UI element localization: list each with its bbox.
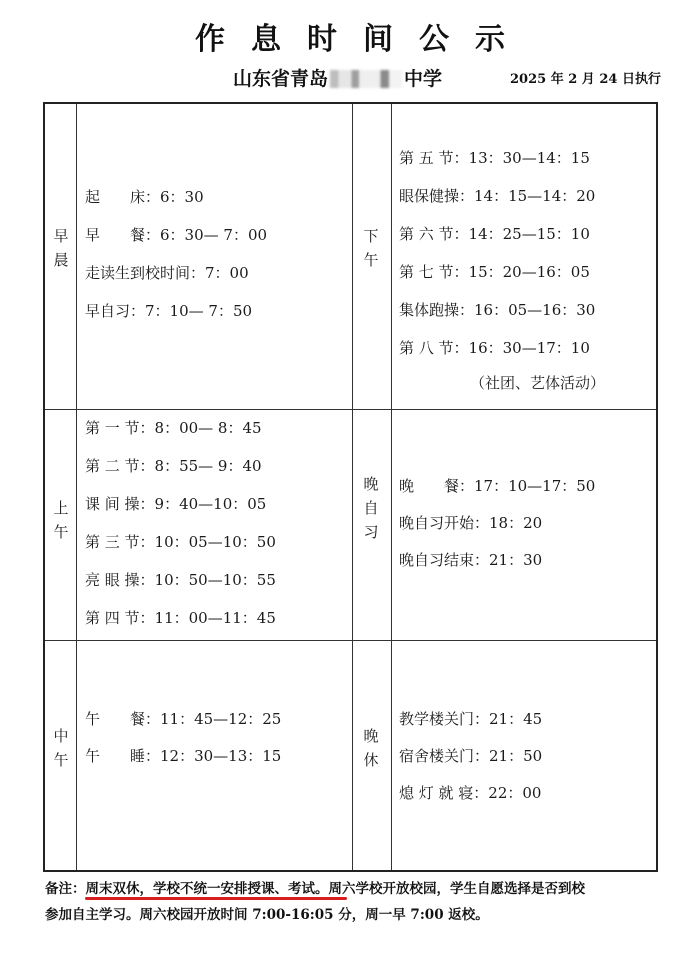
row-divider [45, 640, 656, 641]
noon-item-1: 午 睡：12：30—13：15 [85, 747, 282, 765]
forenoon-item-4: 亮 眼 操：10：50—10：55 [85, 571, 276, 589]
evening-study-item-1: 晚自习开始：18：20 [399, 514, 543, 532]
column-divider [391, 104, 392, 870]
afternoon-item-4: 集体跑操：16：05—16：30 [399, 301, 596, 319]
section-label-noon [51, 724, 71, 772]
effective-date: 2025 年 2 月 24 日执行 [510, 72, 661, 87]
row-divider [45, 409, 656, 410]
afternoon-item-0: 第 五 节：13：30—14：15 [399, 149, 590, 167]
night-rest-item-1: 宿舍楼关门：21：50 [399, 747, 543, 765]
school-name [233, 64, 442, 91]
forenoon-item-5: 第 四 节：11：00—11：45 [85, 609, 276, 627]
schedule-table [43, 102, 658, 872]
morning-item-2: 走读生到校时间：7：00 [85, 264, 249, 282]
school-name-suffix: 中学 [404, 68, 443, 90]
night-rest-item-2: 熄 灯 就 寝：22：00 [399, 784, 542, 802]
morning-label: 早晨 [53, 227, 69, 269]
evening-study-label: 晚自习 [363, 475, 379, 541]
column-divider [352, 104, 353, 870]
section-label-night-rest [361, 724, 381, 772]
morning-item-0: 起 床：6：30 [85, 188, 204, 206]
column-divider [76, 104, 77, 870]
evening-study-item-2: 晚自习结束：21：30 [399, 551, 543, 569]
afternoon-item-1: 眼保健操：14：15—14：20 [399, 187, 596, 205]
remarks-highlight: 周末双休，学校不统一安排授课、考试。 [85, 881, 329, 897]
afternoon-item-3: 第 七 节：15：20—16：05 [399, 263, 590, 281]
afternoon-label: 下午 [363, 227, 379, 269]
forenoon-label: 上午 [53, 499, 69, 541]
forenoon-item-2: 课 间 操：9：40—10：05 [85, 495, 267, 513]
afternoon-item-2: 第 六 节：14：25—15：10 [399, 225, 590, 243]
night-rest-item-0: 教学楼关门：21：45 [399, 710, 543, 728]
remarks [45, 876, 665, 928]
afternoon-item-5: 第 八 节：16：30—17：10 [399, 339, 590, 357]
remarks-rest: 周六学校开放校园，学生自愿选择是否到校 [328, 881, 585, 897]
evening-study-item-0: 晚 餐：17：10—17：50 [399, 477, 596, 495]
redacted-blur [330, 70, 402, 88]
section-label-afternoon [361, 224, 381, 272]
remarks-line-2: 参加自主学习。周六校园开放时间 7:00-16:05 分，周一早 7:00 返校。 [45, 907, 489, 923]
remarks-prefix: 备注： [45, 881, 86, 897]
forenoon-item-3: 第 三 节：10：05—10：50 [85, 533, 276, 551]
section-label-evening-study [361, 472, 381, 544]
afternoon-item-6: （社团、艺体活动） [470, 374, 606, 392]
forenoon-item-1: 第 二 节：8：55— 9：40 [85, 457, 262, 475]
noon-item-0: 午 餐：11：45—12：25 [85, 710, 282, 728]
school-name-prefix: 山东省青岛 [233, 68, 329, 90]
section-label-morning [51, 224, 71, 272]
morning-item-3: 早自习：7：10— 7：50 [85, 302, 253, 320]
forenoon-item-0: 第 一 节：8：00— 8：45 [85, 419, 262, 437]
night-rest-label: 晚休 [363, 727, 379, 769]
morning-item-1: 早 餐：6：30— 7：00 [85, 226, 268, 244]
section-label-forenoon [51, 496, 71, 544]
red-underline [85, 897, 347, 900]
page-title: 作息时间公示 [195, 22, 531, 57]
noon-label: 中午 [53, 727, 69, 769]
